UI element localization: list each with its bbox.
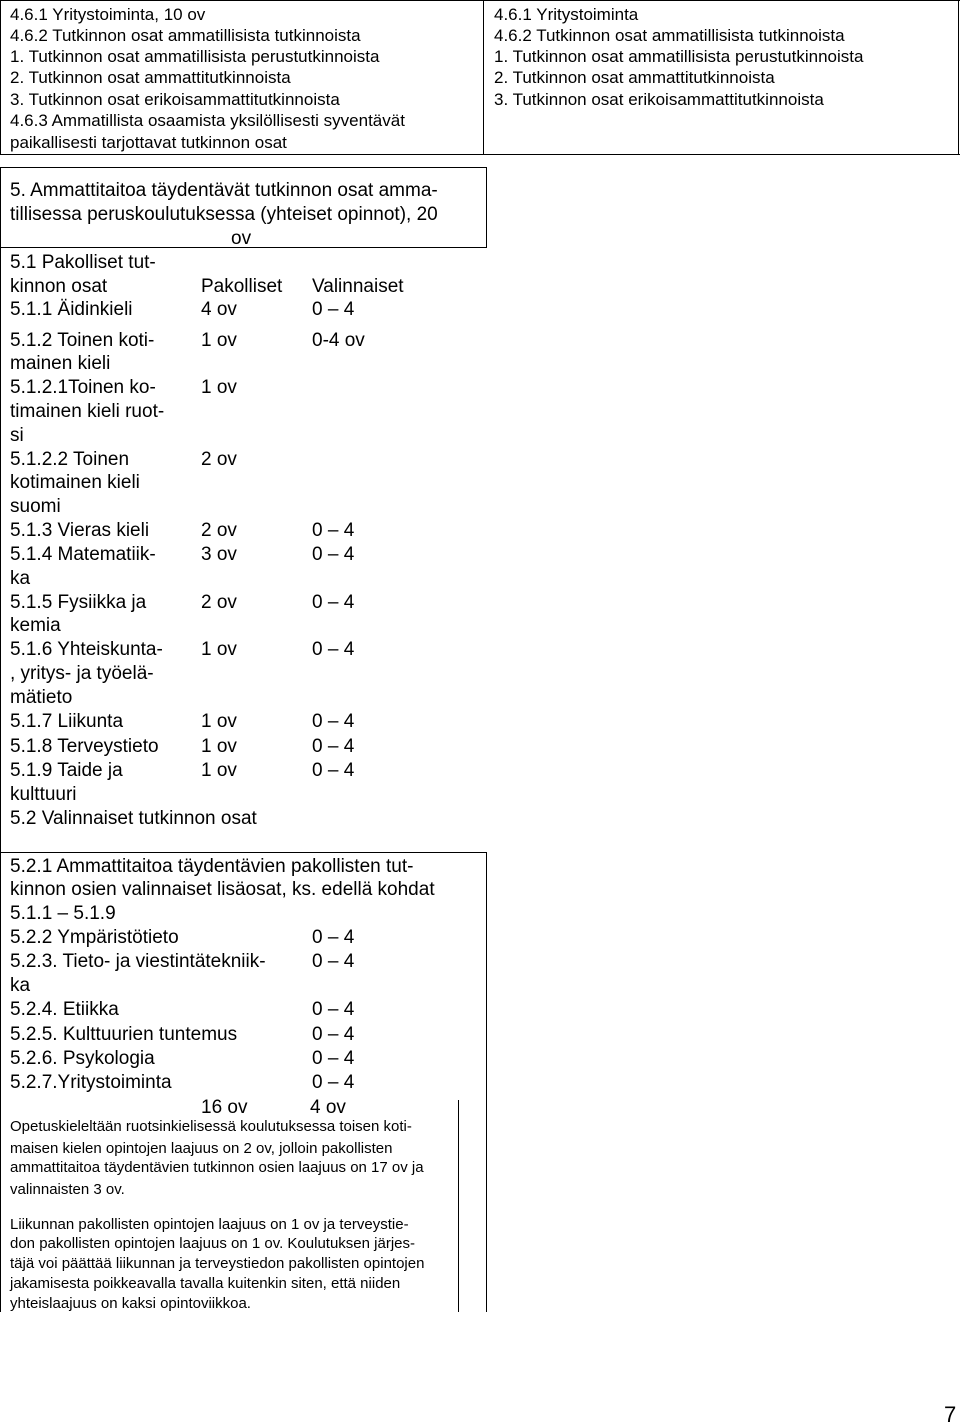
top-left-box xyxy=(0,0,480,155)
text-line: paikallisesti tarjottavat tutkinnon osat xyxy=(10,133,287,152)
table-row-name: 5.1.2.1Toinen ko- xyxy=(10,377,156,398)
text-line: 2. Tutkinnon osat ammattitutkinnoista xyxy=(494,68,775,87)
text-line: 1. Tutkinnon osat ammatillisista perustutkinnoista xyxy=(494,47,864,66)
table-row-name: 5.1.6 Yhteiskunta- xyxy=(10,639,163,660)
table-row-required: 1 ov xyxy=(201,639,237,660)
table-row-required: 3 ov xyxy=(201,544,237,565)
table-row-name: mätieto xyxy=(10,687,73,708)
table-header-required: Pakolliset xyxy=(201,276,283,297)
table-row-required: 1 ov xyxy=(201,736,237,757)
elective-note: 5.2.1 Ammattitaitoa täydentävien pakollisten tut- xyxy=(10,856,414,877)
footnote-line: jakamisesta poikkeavalla tavalla kuitenkin siten, että niiden xyxy=(10,1275,401,1292)
table-row-required: 2 ov xyxy=(201,592,237,613)
elective-row-name: 5.2.2 Ympäristötieto xyxy=(10,927,179,948)
elective-row-optional: 0 – 4 xyxy=(312,1048,355,1069)
text-line: 4.6.1 Yritystoiminta xyxy=(494,5,639,24)
table-row-name: 5.1.1 Äidinkieli xyxy=(10,299,133,320)
table-border xyxy=(486,852,487,1312)
table-row-name: ka xyxy=(10,568,31,589)
footnote-line: valinnaisten 3 ov. xyxy=(10,1181,125,1198)
top-right-box xyxy=(484,0,960,155)
table-row-optional: 0 – 4 xyxy=(312,736,355,757)
table-row-name: suomi xyxy=(10,496,61,517)
section-heading: 5. Ammattitaitoa täydentävät tutkinnon osat amma- xyxy=(10,180,438,201)
border-line xyxy=(0,0,960,1)
table-border xyxy=(486,167,487,247)
footnote-line: ammattitaitoa täydentävien tutkinnon osien laajuus on 17 ov ja xyxy=(10,1159,424,1176)
table-row-name: 5.1.8 Terveystieto xyxy=(10,736,159,757)
table-row-optional: 0 – 4 xyxy=(312,711,355,732)
table-row-name: kulttuuri xyxy=(10,784,77,805)
footnote-line: don pakollisten opintojen laajuus on 1 ov. Koulutuksen järjes- xyxy=(10,1235,415,1252)
table-header-col1: 5.1 Pakolliset tut- xyxy=(10,252,156,273)
table-row-optional: 0 – 4 xyxy=(312,299,355,320)
table-row-name: kemia xyxy=(10,615,61,636)
elective-row-name: 5.2.3. Tieto- ja viestintätekniik- xyxy=(10,951,266,972)
elective-row-optional: 0 – 4 xyxy=(312,1072,355,1093)
table-border xyxy=(0,167,487,168)
table-border xyxy=(0,852,487,853)
table-row-name: , yritys- ja työelä- xyxy=(10,663,154,684)
elective-row-optional: 0 – 4 xyxy=(312,927,355,948)
elective-heading: 5.2 Valinnaiset tutkinnon osat xyxy=(10,808,257,829)
total-required: 16 ov xyxy=(201,1097,248,1118)
table-row-optional: 0-4 ov xyxy=(312,330,365,351)
border-line xyxy=(0,154,960,155)
table-row-name: 5.1.5 Fysiikka ja xyxy=(10,592,147,613)
footnote-line: täjä voi päättää liikunnan ja terveystiedon pakollisten opintojen xyxy=(10,1255,425,1272)
elective-row-optional: 0 – 4 xyxy=(312,951,355,972)
table-row-required: 1 ov xyxy=(201,330,237,351)
table-border xyxy=(458,1100,459,1312)
footnote-line: yhteislaajuus on kaksi opintoviikkoa. xyxy=(10,1295,251,1312)
table-header-col1: kinnon osat xyxy=(10,276,108,297)
section-heading: tillisessa peruskoulutuksessa (yhteiset opinnot), 20 xyxy=(10,204,438,225)
text-line: 4.6.2 Tutkinnon osat ammatillisista tutkinnoista xyxy=(494,26,845,45)
border-line xyxy=(958,0,959,155)
table-header-optional: Valinnaiset xyxy=(312,276,404,297)
table-row-optional: 0 – 4 xyxy=(312,520,355,541)
table-row-name: 5.1.4 Matematiik- xyxy=(10,544,156,565)
elective-row-name: 5.2.5. Kulttuurien tuntemus xyxy=(10,1024,238,1045)
table-row-name: 5.1.3 Vieras kieli xyxy=(10,520,150,541)
elective-row-name: 5.2.6. Psykologia xyxy=(10,1048,155,1069)
text-line: 2. Tutkinnon osat ammattitutkinnoista xyxy=(10,68,291,87)
table-row-required: 4 ov xyxy=(201,299,237,320)
total-optional: 4 ov xyxy=(310,1097,346,1118)
text-line: 4.6.2 Tutkinnon osat ammatillisista tutkinnoista xyxy=(10,26,361,45)
table-row-name: 5.1.9 Taide ja xyxy=(10,760,123,781)
elective-row-optional: 0 – 4 xyxy=(312,1024,355,1045)
table-row-required: 1 ov xyxy=(201,711,237,732)
elective-row-name: 5.2.4. Etiikka xyxy=(10,999,119,1020)
table-row-name: 5.1.2 Toinen koti- xyxy=(10,330,155,351)
table-row-name: mainen kieli xyxy=(10,353,111,374)
table-row-name: 5.1.7 Liikunta xyxy=(10,711,124,732)
table-row-required: 1 ov xyxy=(201,377,237,398)
border-line xyxy=(483,0,484,155)
page-number: 7 xyxy=(944,1402,957,1427)
table-border xyxy=(0,167,1,1312)
elective-row-optional: 0 – 4 xyxy=(312,999,355,1020)
text-line: 3. Tutkinnon osat erikoisammattitutkinnoista xyxy=(494,90,824,109)
text-line: 3. Tutkinnon osat erikoisammattitutkinnoista xyxy=(10,90,340,109)
text-line: 4.6.1 Yritystoiminta, 10 ov xyxy=(10,5,206,24)
section-heading: ov xyxy=(231,228,252,249)
elective-note: 5.1.1 – 5.1.9 xyxy=(10,903,116,924)
table-row-name: 5.1.2.2 Toinen xyxy=(10,449,130,470)
table-row-optional: 0 – 4 xyxy=(312,639,355,660)
table-row-optional: 0 – 4 xyxy=(312,544,355,565)
footnote-line: Liikunnan pakollisten opintojen laajuus on 1 ov ja terveystie- xyxy=(10,1216,409,1233)
table-row-name: timainen kieli ruot- xyxy=(10,401,165,422)
table-row-optional: 0 – 4 xyxy=(312,760,355,781)
text-line: 4.6.3 Ammatillista osaamista yksilöllisesti syventävät xyxy=(10,111,405,130)
table-row-required: 2 ov xyxy=(201,520,237,541)
text-line: 1. Tutkinnon osat ammatillisista perustutkinnoista xyxy=(10,47,380,66)
elective-row-name: 5.2.7.Yritystoiminta xyxy=(10,1072,172,1093)
table-row-name: kotimainen kieli xyxy=(10,472,140,493)
table-row-optional: 0 – 4 xyxy=(312,592,355,613)
table-row-required: 1 ov xyxy=(201,760,237,781)
footnote-line: maisen kielen opintojen laajuus on 2 ov, jolloin pakollisten xyxy=(10,1140,393,1157)
elective-row-name: ka xyxy=(10,975,31,996)
border-line xyxy=(0,0,1,155)
footnote-line: Opetuskieleltään ruotsinkielisessä koulutuksessa toisen koti- xyxy=(10,1118,412,1135)
table-row-name: si xyxy=(10,425,24,446)
table-row-required: 2 ov xyxy=(201,449,237,470)
elective-note: kinnon osien valinnaiset lisäosat, ks. edellä kohdat xyxy=(10,879,435,900)
